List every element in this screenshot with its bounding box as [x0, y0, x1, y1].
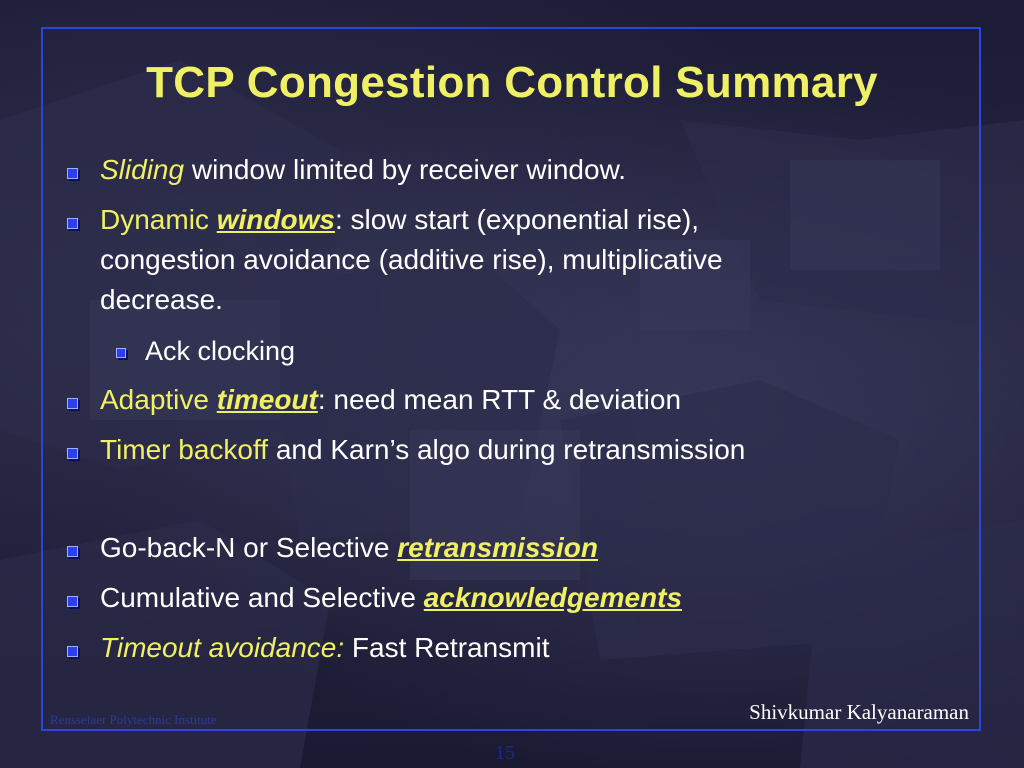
bullet-marker: [67, 596, 78, 607]
slide-frame: [41, 27, 981, 731]
bullet-adaptive-timeout: Adaptive timeout: need mean RTT & deviation: [100, 384, 682, 415]
bullet-go-back-n: Go-back-N or Selective retransmission: [100, 532, 598, 563]
bullet-sliding-window: Sliding window limited by receiver window.: [100, 154, 627, 185]
sub-bullet-ack-clocking: Ack clocking: [145, 336, 296, 366]
footer-institution: Rensselaer Polytechnic Institute: [50, 712, 217, 727]
bullet-marker: [67, 168, 78, 179]
bullet-dynamic-windows: Dynamic windows: slow start (exponential rise),: [100, 204, 700, 235]
bullet-dynamic-windows-line3: decrease.: [100, 284, 223, 315]
bullet-marker: [67, 646, 78, 657]
bullet-timer-backoff: Timer backoff and Karn’s algo during retransmission: [100, 434, 746, 465]
footer-author: Shivkumar Kalyanaraman: [749, 700, 969, 724]
bullet-marker: [67, 398, 78, 409]
bullet-marker: [67, 546, 78, 557]
bullet-dynamic-windows-line2: congestion avoidance (additive rise), multiplicative: [100, 244, 723, 275]
page-number: 15: [495, 742, 515, 764]
bullet-timeout-avoidance: Timeout avoidance: Fast Retransmit: [100, 632, 550, 663]
slide-title: TCP Congestion Control Summary: [146, 58, 878, 107]
bullet-marker: [67, 218, 78, 229]
bullet-marker: [67, 448, 78, 459]
sub-bullet-marker: [116, 348, 126, 358]
bullet-cumulative-selective: Cumulative and Selective acknowledgements: [100, 582, 683, 613]
